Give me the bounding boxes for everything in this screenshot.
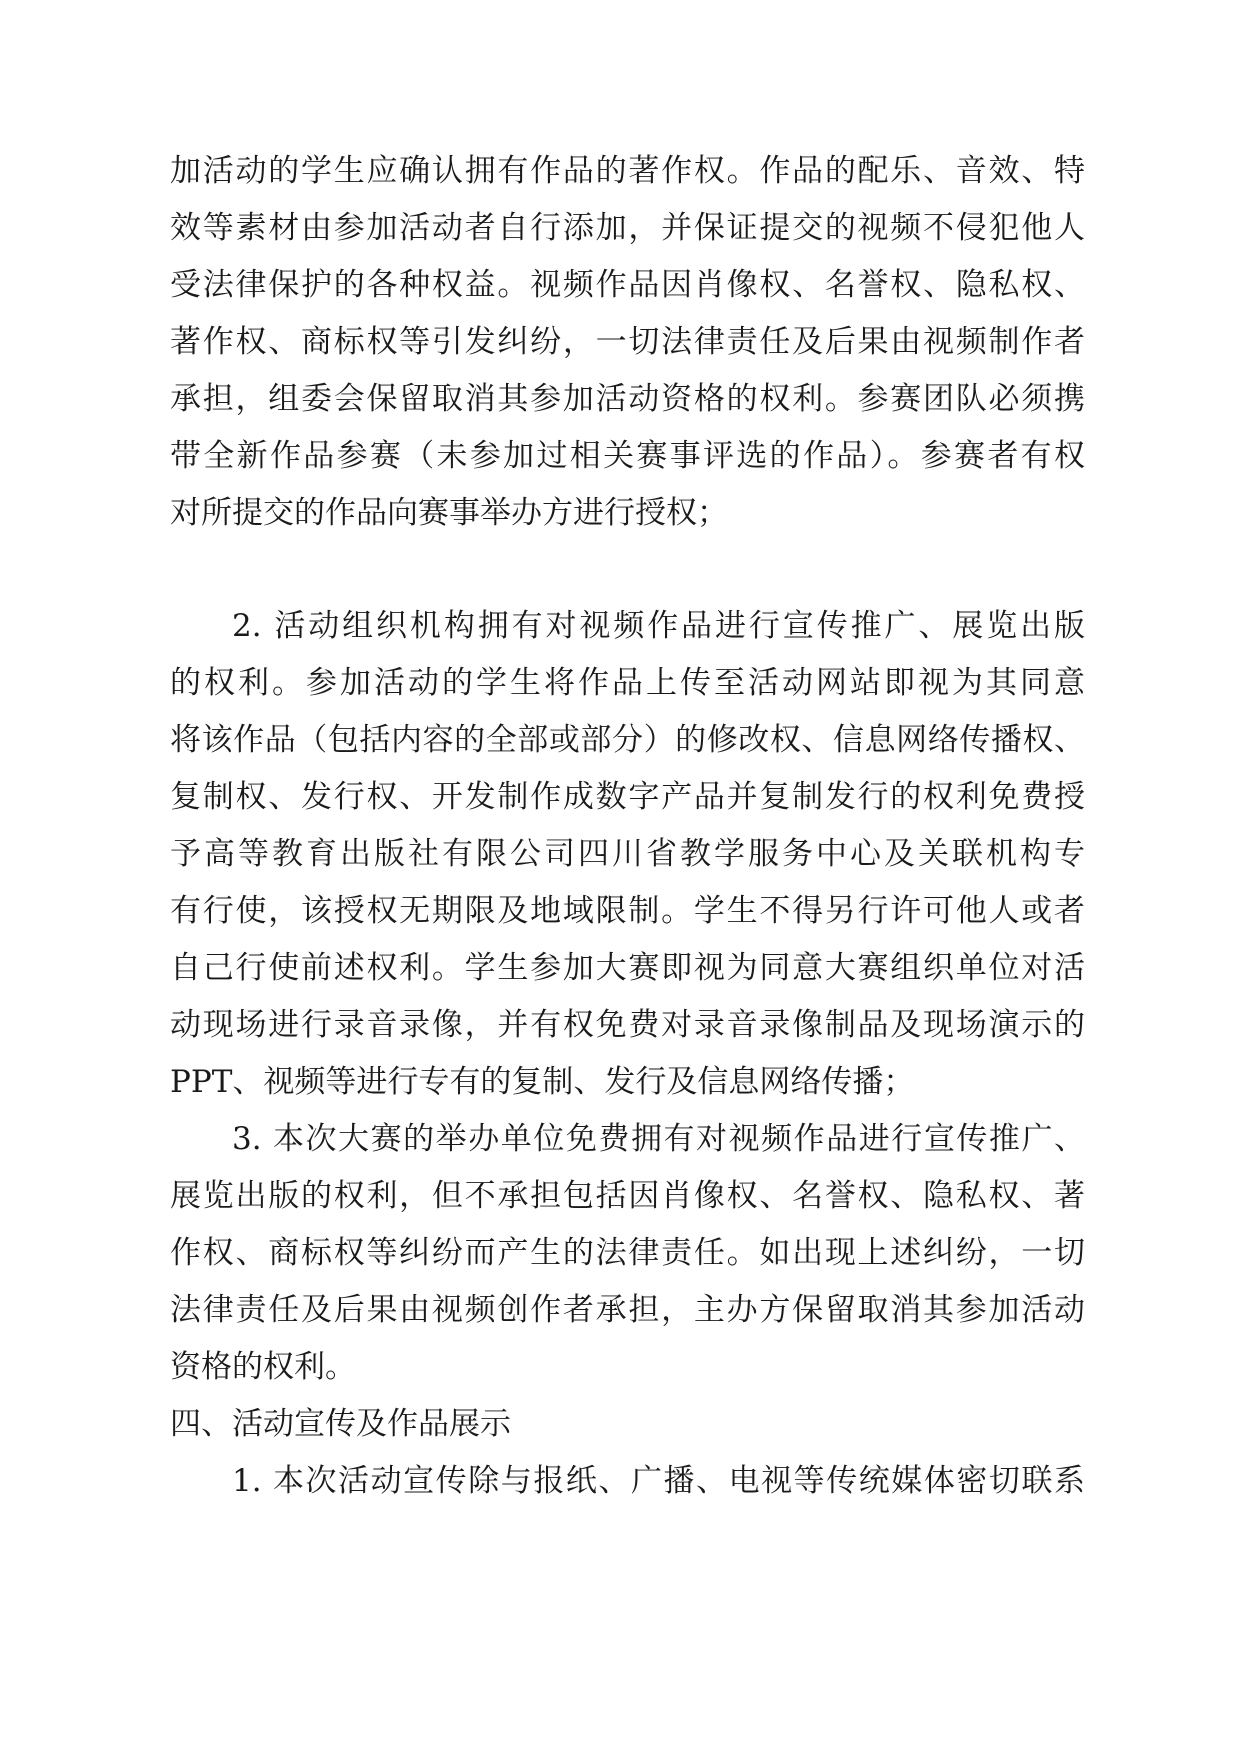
text-line: 效等素材由参加活动者自行添加，并保证提交的视频不侵犯他人: [170, 210, 1085, 246]
text-line: 对所提交的作品向赛事举办方进行授权；: [170, 495, 728, 531]
text-line: 加活动的学生应确认拥有作品的著作权。作品的配乐、音效、特: [170, 153, 1085, 189]
text-line: 将该作品（包括内容的全部或部分）的修改权、信息网络传播权、: [170, 722, 1085, 758]
text-line: PPT、视频等进行专有的复制、发行及信息网络传播；: [170, 1064, 915, 1100]
text-line: 自己行使前述权利。学生参加大赛即视为同意大赛组织单位对活: [170, 950, 1085, 986]
text-line: 带全新作品参赛（未参加过相关赛事评选的作品）。参赛者有权: [170, 438, 1085, 474]
text-line: 法律责任及后果由视频创作者承担，主办方保留取消其参加活动: [170, 1292, 1085, 1328]
text-line: 作权、商标权等纠纷而产生的法律责任。如出现上述纠纷，一切: [170, 1235, 1085, 1271]
text-line: 资格的权利。: [170, 1349, 356, 1385]
text-line: 著作权、商标权等引发纠纷，一切法律责任及后果由视频制作者: [170, 324, 1085, 360]
paragraph-first-line: 2. 活动组织机构拥有对视频作品进行宣传推广、展览出版: [232, 608, 1085, 644]
text-line: 承担，组委会保留取消其参加活动资格的权利。参赛团队必须携: [170, 381, 1085, 417]
text-line: 予高等教育出版社有限公司四川省教学服务中心及关联机构专: [170, 836, 1085, 872]
paragraph-first-line: 1. 本次活动宣传除与报纸、广播、电视等传统媒体密切联系: [232, 1463, 1085, 1499]
text-line: 复制权、发行权、开发制作成数字产品并复制发行的权利免费授: [170, 779, 1085, 815]
text-line: 的权利。参加活动的学生将作品上传至活动网站即视为其同意: [170, 665, 1085, 701]
text-line: 受法律保护的各种权益。视频作品因肖像权、名誉权、隐私权、: [170, 267, 1085, 303]
text-line: 展览出版的权利，但不承担包括因肖像权、名誉权、隐私权、著: [170, 1178, 1085, 1214]
section-heading: 四、活动宣传及作品展示: [170, 1406, 511, 1442]
text-line: 动现场进行录音录像，并有权免费对录音录像制品及现场演示的: [170, 1007, 1085, 1043]
paragraph-first-line: 3. 本次大赛的举办单位免费拥有对视频作品进行宣传推广、: [232, 1121, 1085, 1157]
text-line: 有行使，该授权无期限及地域限制。学生不得另行许可他人或者: [170, 893, 1085, 929]
